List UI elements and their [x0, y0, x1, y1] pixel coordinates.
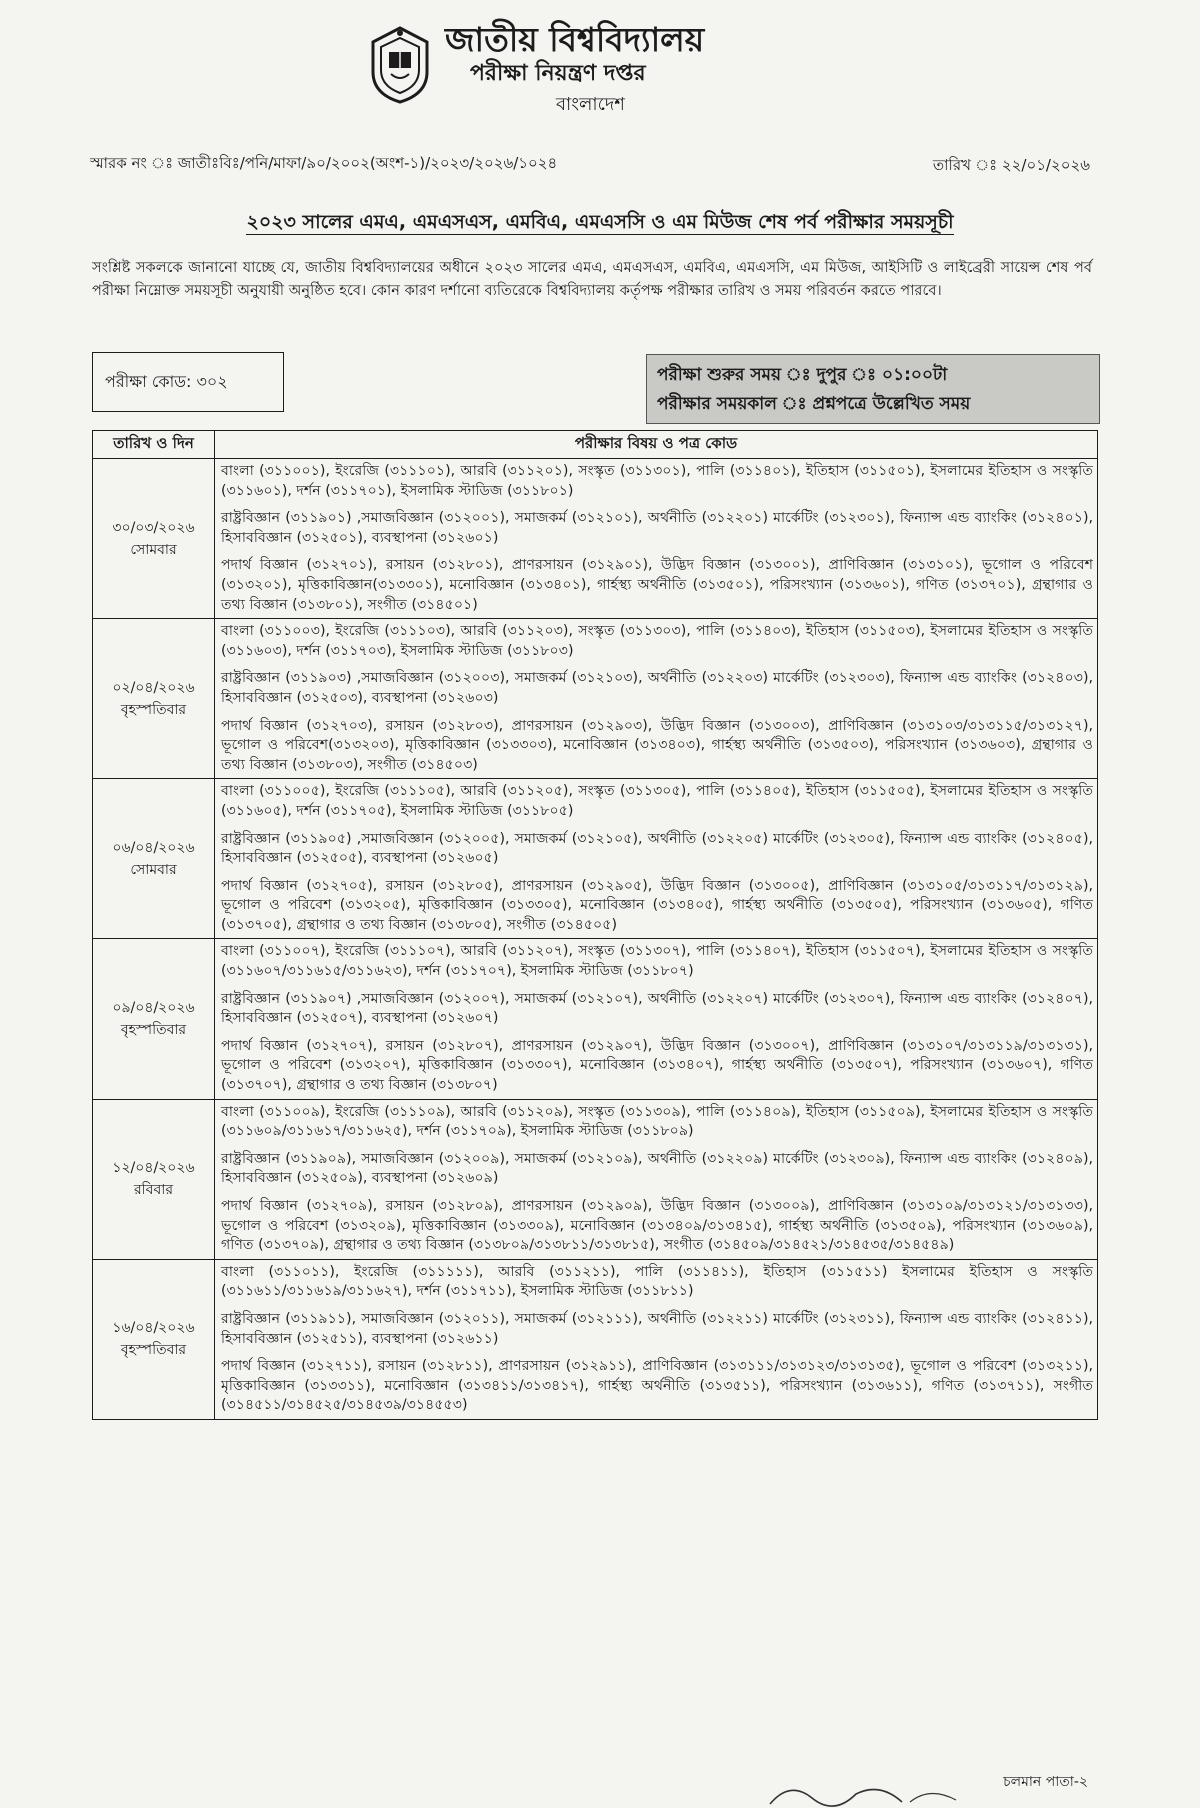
schedule-header-row — [93, 431, 1098, 459]
exam-day: বৃহস্পতিবার — [120, 1022, 187, 1039]
exam-day: বৃহস্পতিবার — [120, 701, 187, 718]
subject-group: বাংলা (৩১১০০৫), ইংরেজি (৩১১১০৫), আরবি (৩১১২০৫), সংস্কৃত (৩১১৩০৫), পালি (৩১১৪০৫), ইতিহাস (৩১১৫০৫), ইসলামের ইতিহাস ও সংস্কৃতি (৩১১৬০৫), দর্শন (৩১১৭০৫), ইসলামিক স্টাডিজ (৩১১৮০৫) — [221, 783, 1093, 819]
schedule-row — [93, 1259, 1098, 1419]
signature-mark — [760, 1776, 1020, 1808]
subject-group: রাষ্ট্রবিজ্ঞান (৩১১৯১১), সমাজবিজ্ঞান (৩১২০১১), সমাজকর্ম (৩১২১১১), অর্থনীতি (৩১২২১১) মার্কেটিং (৩১২৩১১), ফিন্যান্স এন্ড ব্যাংকিং (৩১২৪১১), হিসাববিজ্ঞান (৩১২৫১১), ব্যবস্থাপনা (৩১২৬১১) — [221, 1310, 1093, 1347]
date-day-cell — [93, 939, 215, 1099]
date-day-cell — [93, 779, 215, 939]
exam-date: ০৬/০৪/২০২৬ — [112, 839, 195, 856]
university-logo — [365, 20, 435, 106]
subject-group: পদার্থ বিজ্ঞান (৩১২৭১১), রসায়ন (৩১২৮১১), প্রাণরসায়ন (৩১২৯১১), প্রাণিবিজ্ঞান (৩১৩১১১/৩১৩১২৩/৩১৩১৩৫), ভূগোল ও পরিবেশ (৩১৩২১১), মৃত্তিকাবিজ্ঞান (৩১৩৩১১), মনোবিজ্ঞান (৩১৩৪১১/৩১৩৪১৭), গার্হস্থ্য অর্থনীতি (৩১৩৫১১), পরিসংখ্যান (৩১৩৬১১), গণিত (৩১৩৭১১), সংগীত (৩১৪৫১১/৩১৪৫২৫/৩১৪৫৩৯/৩১৪৫৫৩) — [221, 1358, 1093, 1414]
schedule-row — [93, 779, 1098, 939]
subject-group: রাষ্ট্রবিজ্ঞান (৩১১৯০৭) ,সমাজবিজ্ঞান (৩১২০০৭), সমাজকর্ম (৩১২১০৭), অর্থনীতি (৩১২২০৭) মার্কেটিং (৩১২৩০৭), ফিন্যান্স এন্ড ব্যাংকিং (৩১২৪০৭), হিসাববিজ্ঞান (৩১২৫০৭), ব্যবস্থাপনা (৩১২৬০৭) — [221, 990, 1093, 1027]
date-day-cell — [93, 459, 215, 619]
exam-day: সোমবার — [130, 861, 177, 878]
subject-group: রাষ্ট্রবিজ্ঞান (৩১১৯০৩) ,সমাজবিজ্ঞান (৩১২০০৩), সমাজকর্ম (৩১২১০৩), অর্থনীতি (৩১২২০৩) মার্কেটিং (৩১২৩০৩), ফিন্যান্স এন্ড ব্যাংকিং (৩১২৪০৩), হিসাববিজ্ঞান (৩১২৫০৩), ব্যবস্থাপনা (৩১২৬০৩) — [221, 670, 1093, 706]
schedule-row — [93, 939, 1098, 1099]
subjects-cell — [215, 939, 1098, 1099]
exam-time-box — [646, 354, 1100, 424]
exam-start-time: পরীক্ষা শুরুর সময় ঃ দুপুর ঃ ০১:০০টা — [657, 365, 948, 385]
exam-day: সোমবার — [130, 541, 177, 558]
subject-group: রাষ্ট্রবিজ্ঞান (৩১১৯০৯), সমাজবিজ্ঞান (৩১২০০৯), সমাজকর্ম (৩১২১০৯), অর্থনীতি (৩১২২০৯) মার্কেটিং (৩১২৩০৯), ফিন্যান্স এন্ড ব্যাংকিং (৩১২৪০৯), হিসাববিজ্ঞান (৩১২৫০৯), ব্যবস্থাপনা (৩১২৬০৯) — [221, 1150, 1093, 1187]
subjects-cell — [215, 619, 1098, 779]
exam-date: ৩০/০৩/২০২৬ — [112, 519, 195, 536]
subject-group: পদার্থ বিজ্ঞান (৩১২৭০৯), রসায়ন (৩১২৮০৯), প্রাণরসায়ন (৩১২৯০৯), উদ্ভিদ বিজ্ঞান (৩১৩০০৯), প্রাণিবিজ্ঞান (৩১৩১০৯/৩১৩১২১/৩১৩১৩৩), ভূগোল ও পরিবেশ (৩১৩২০৯), মৃত্তিকাবিজ্ঞান (৩১৩৩০৯), মনোবিজ্ঞান (৩১৩৪০৯/৩১৩৪১৫), গার্হস্থ্য অর্থনীতি (৩১৩৫০৯), পরিসংখ্যান (৩১৩৬০৯), গণিত (৩১৩৭০৯), গ্রন্থাগার ও তথ্য বিজ্ঞান (৩১৩৮০৯/৩১৩৮১১/৩১৩৮১৫), সংগীত (৩১৪৫০৯/৩১৪৫২১/৩১৪৫৩৫/৩১৪৫৪৯) — [221, 1198, 1093, 1254]
notice-body: সংশ্লিষ্ট সকলকে জানানো যাচ্ছে যে, জাতীয় বিশ্ববিদ্যালয়ের অধীনে ২০২৩ সালের এমএ, এমএসএস, এমবিএ, এমএসসি, এম মিউজ, আইসিটি ও লাইব্রেরী সায়েন্স শেষ পর্ব পরীক্ষা নিম্নোক্ত সময়সূচী অনুযায়ী অনুষ্ঠিত হবে। কোন কারণ দর্শানো ব্যতিরেকে বিশ্ববিদ্যালয় কর্তৃপক্ষ পরীক্ষার তারিখ ও সময় পরিবর্তন করতে পারবে। — [92, 259, 1092, 299]
date-day-cell — [93, 1259, 215, 1419]
exam-date: ০২/০৪/২০২৬ — [112, 679, 195, 696]
subject-group: বাংলা (৩১১০০৭), ইংরেজি (৩১১১০৭), আরবি (৩১১২০৭), সংস্কৃত (৩১১৩০৭), পালি (৩১১৪০৭), ইতিহাস (৩১১৫০৭), ইসলামের ইতিহাস ও সংস্কৃতি (৩১১৬০৭/৩১১৬১৫/৩১১৬২৩), দর্শন (৩১১৭০৭), ইসলামিক স্টাডিজ (৩১১৮০৭) — [221, 943, 1093, 980]
notice-title-text: ২০২৩ সালের এমএ, এমএসএস, এমবিএ, এমএসসি ও এম মিউজ শেষ পর্ব পরীক্ষার সময়সূচী — [246, 211, 954, 233]
subjects-cell — [215, 1099, 1098, 1259]
schedule-row — [93, 459, 1098, 619]
exam-date: ০৯/০৪/২০২৬ — [112, 1000, 195, 1017]
exam-date: ১৬/০৪/২০২৬ — [112, 1320, 195, 1337]
subject-group: রাষ্ট্রবিজ্ঞান (৩১১৯০১) ,সমাজবিজ্ঞান (৩১২০০১), সমাজকর্ম (৩১২১০১), অর্থনীতি (৩১২২০১) মার্কেটিং (৩১২৩০১), ফিন্যান্স এন্ড ব্যাংকিং (৩১২৪০১), হিসাববিজ্ঞান (৩১২৫০১), ব্যবস্থাপনা (৩১২৬০১) — [221, 510, 1093, 546]
header-subject-code: পরীক্ষার বিষয় ও পত্র কোড — [215, 431, 1098, 459]
subject-group: বাংলা (৩১১০১১), ইংরেজি (৩১১১১১), আরবি (৩১১২১১), পালি (৩১১৪১১), ইতিহাস (৩১১৫১১) ইসলামের ইতিহাস ও সংস্কৃতি (৩১১৬১১/৩১১৬১৯/৩১১৬২৭), দর্শন (৩১১৭১১), ইসলামিক স্টাডিজ (৩১১৮১১) — [221, 1263, 1093, 1300]
notice-title — [0, 208, 1200, 240]
schedule-row — [93, 619, 1098, 779]
subject-group: পদার্থ বিজ্ঞান (৩১২৭০৩), রসায়ন (৩১২৮০৩), প্রাণরসায়ন (৩১২৯০৩), উদ্ভিদ বিজ্ঞান (৩১৩০০৩), প্রাণিবিজ্ঞান (৩১৩১০৩/৩১৩১১৫/৩১৩১২৭), ভূগোল ও পরিবেশ(৩১৩২০৩), মৃত্তিকাবিজ্ঞান (৩১৩৩০৩), মনোবিজ্ঞান (৩১৩৪০৩), গার্হস্থ্য অর্থনীতি (৩১৩৫০৩), পরিসংখ্যান (৩১৩৬০৩), গ্রন্থাগার ও তথ্য বিজ্ঞান (৩১৩৮০৩), সংগীত (৩১৪৫০৩) — [221, 717, 1093, 773]
university-name: জাতীয় বিশ্ববিদ্যালয় — [445, 20, 705, 59]
subject-group: পদার্থ বিজ্ঞান (৩১২৭০৭), রসায়ন (৩১২৮০৭), প্রাণরসায়ন (৩১২৯০৭), উদ্ভিদ বিজ্ঞান (৩১৩০০৭), প্রাণিবিজ্ঞান (৩১৩১০৭/৩১৩১১৯/৩১৩১৩১), ভূগোল ও পরিবেশ (৩১৩২০৭), মৃত্তিকাবিজ্ঞান (৩১৩৩০৭), মনোবিজ্ঞান (৩১৩৪০৭), গার্হস্থ্য অর্থনীতি (৩১৩৫০৭), পরিসংখ্যান (৩১৩৬০৭), গণিত (৩১৩৭০৭), গ্রন্থাগার ও তথ্য বিজ্ঞান (৩১৩৮০৭) — [221, 1037, 1093, 1094]
exam-code-box: পরীক্ষা কোড: ৩০২ — [92, 352, 284, 412]
subject-group: বাংলা (৩১১০০১), ইংরেজি (৩১১১০১), আরবি (৩১১২০১), সংস্কৃত (৩১১৩০১), পালি (৩১১৪০১), ইতিহাস (৩১১৫০১), ইসলামের ইতিহাস ও সংস্কৃতি (৩১১৬০১), দর্শন (৩১১৭০১), ইসলামিক স্টাডিজ (৩১১৮০১) — [221, 463, 1093, 499]
date-day-cell — [93, 619, 215, 779]
subject-group: পদার্থ বিজ্ঞান (৩১২৭০৫), রসায়ন (৩১২৮০৫), প্রাণরসায়ন (৩১২৯০৫), উদ্ভিদ বিজ্ঞান (৩১৩০০৫), প্রাণিবিজ্ঞান (৩১৩১০৫/৩১৩১১৭/৩১৩১২৯), ভূগোল ও পরিবেশ (৩১৩২০৫), মৃত্তিকাবিজ্ঞান (৩১৩৩০৫), মনোবিজ্ঞান (৩১৩৪০৫), গার্হস্থ্য অর্থনীতি (৩১৩৫০৫), পরিসংখ্যান (৩১৩৬০৫), গণিত (৩১৩৭০৫), গ্রন্থাগার ও তথ্য বিজ্ঞান (৩১৩৮০৫), সংগীত (৩১৪৫০৫) — [221, 877, 1093, 933]
memo-reference: স্মারক নং ঃ জাতীঃবিঃ/পনি/মাফা/৯০/২০০২(অংশ-১)/২০২৩/২০২৬/১০২৪ — [90, 154, 558, 172]
schedule-table — [92, 430, 1098, 1420]
exam-date: ১২/০৪/২০২৬ — [112, 1160, 195, 1177]
exam-duration: পরীক্ষার সময়কাল ঃ প্রশ্নপত্রে উল্লেখিত সময় — [657, 394, 971, 414]
subject-group: রাষ্ট্রবিজ্ঞান (৩১১৯০৫) ,সমাজবিজ্ঞান (৩১২০০৫), সমাজকর্ম (৩১২১০৫), অর্থনীতি (৩১২২০৫) মার্কেটিং (৩১২৩০৫), ফিন্যান্স এন্ড ব্যাংকিং (৩১২৪০৫), হিসাববিজ্ঞান (৩১২৫০৫), ব্যবস্থাপনা (৩১২৬০৫) — [221, 830, 1093, 867]
schedule-row — [93, 1099, 1098, 1259]
office-name: পরীক্ষা নিয়ন্ত্রণ দপ্তর — [470, 61, 646, 86]
header-date-day: তারিখ ও দিন — [93, 431, 215, 459]
subjects-cell — [215, 459, 1098, 619]
memo-date: তারিখ ঃ ২২/০১/২০২৬ — [932, 156, 1090, 174]
subject-group: বাংলা (৩১১০০৩), ইংরেজি (৩১১১০৩), আরবি (৩১১২০৩), সংস্কৃত (৩১১৩০৩), পালি (৩১১৪০৩), ইতিহাস (৩১১৫০৩), ইসলামের ইতিহাস ও সংস্কৃতি (৩১১৬০৩), দর্শন (৩১১৭০৩), ইসলামিক স্টাডিজ (৩১১৮০৩) — [221, 623, 1093, 659]
exam-day: বৃহস্পতিবার — [120, 1342, 187, 1359]
continued-page-note: চলমান পাতা-২ — [1003, 1774, 1088, 1790]
subject-group: পদার্থ বিজ্ঞান (৩১২৭০১), রসায়ন (৩১২৮০১), প্রাণরসায়ন (৩১২৯০১), উদ্ভিদ বিজ্ঞান (৩১৩০০১), প্রাণিবিজ্ঞান (৩১৩১০১), ভূগোল ও পরিবেশ (৩১৩২০১), মৃত্তিকাবিজ্ঞান(৩১৩৩০১), মনোবিজ্ঞান (৩১৩৪০১), গার্হস্থ্য অর্থনীতি (৩১৩৫০১), পরিসংখ্যান (৩১৩৬০১), গণিত (৩১৩৭০১), গ্রন্থাগার ও তথ্য বিজ্ঞান (৩১৩৮০১), সংগীত (৩১৪৫০১) — [221, 557, 1093, 613]
date-day-cell — [93, 1099, 215, 1259]
subjects-cell — [215, 779, 1098, 939]
subject-group: বাংলা (৩১১০০৯), ইংরেজি (৩১১১০৯), আরবি (৩১১২০৯), সংস্কৃত (৩১১৩০৯), পালি (৩১১৪০৯), ইতিহাস (৩১১৫০৯), ইসলামের ইতিহাস ও সংস্কৃতি (৩১১৬০৯/৩১১৬১৭/৩১১৬২৫), দর্শন (৩১১৭০৯), ইসলামিক স্টাডিজ (৩১১৮০৯) — [221, 1103, 1093, 1140]
country-name: বাংলাদেশ — [556, 94, 625, 115]
subjects-cell — [215, 1259, 1098, 1419]
exam-day: রবিবার — [133, 1182, 174, 1199]
